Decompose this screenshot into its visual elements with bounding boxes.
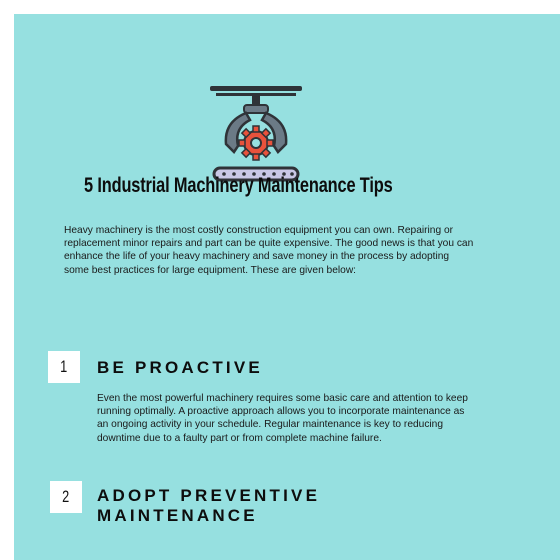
section-heading: BE PROACTIVE — [97, 358, 263, 377]
page-title: 5 Industrial Machinery Maintenance Tips — [84, 174, 393, 197]
section-number: 2 — [62, 487, 70, 506]
section-body: Even the most powerful machinery requires some basic care and attention to keep running optimally. A proactive approach allows you to incorporate maintenance as an ongoing activity in your schedule. Regular maintenance is key to reducing downtime due to a faulty part or from complete machine failure. — [97, 393, 468, 444]
section-number-box — [48, 351, 80, 383]
section-heading: ADOPT PREVENTIVE MAINTENANCE — [97, 486, 321, 525]
section-number-box — [50, 481, 82, 513]
robotic-claw-gear-icon — [206, 82, 306, 188]
intro-paragraph: Heavy machinery is the most costly construction equipment you can own. Repairing or replacement minor repairs and part can be quite expensive. The good news is that you can enhance the life of your heavy machinery and save money in the process by adopting some best practices for large equipment. These are given below: — [64, 225, 474, 276]
infographic-page — [14, 14, 560, 560]
section-number: 1 — [60, 357, 68, 376]
